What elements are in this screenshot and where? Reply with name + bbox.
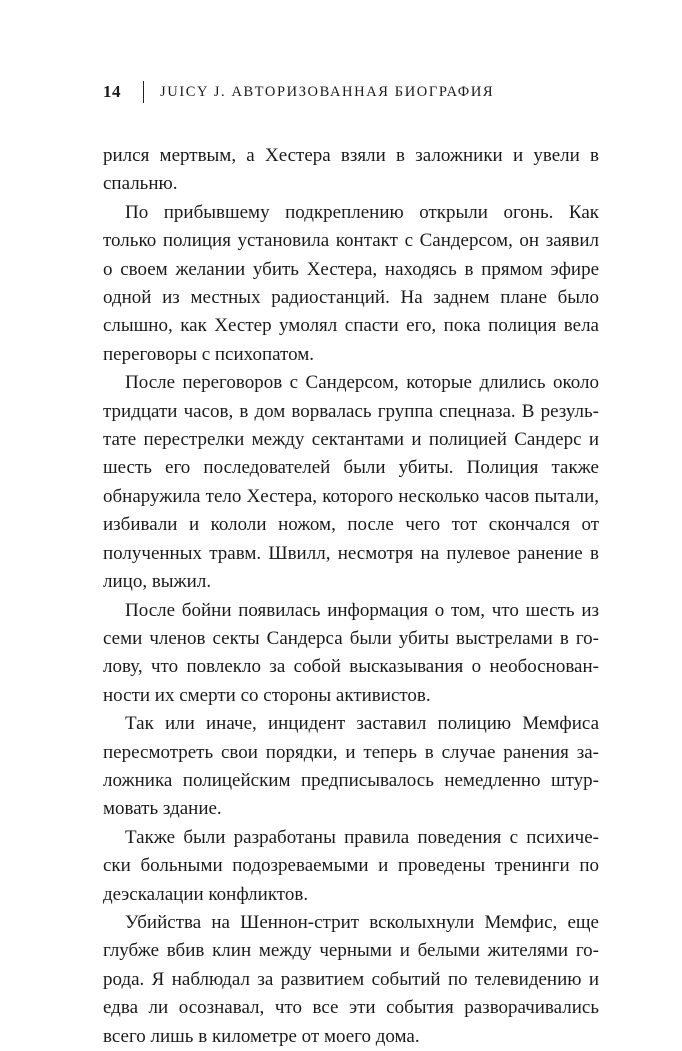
- paragraph-1: рился мертвым, а Хестера взяли в заложники и увели в спальню.: [103, 145, 599, 195]
- paragraph-2: По прибывшему подкреплению открыли огонь. Как только полиция установила контакт с Сандерсом, он заявил о своем желании убить Хестера, находясь в прямом эфире одной из местных радиостанций. На заднем плане было слышно, как Хестер умолял спасти его, пока полиция вела переговоры с психопатом.: [103, 201, 599, 365]
- header-divider: [143, 81, 144, 103]
- running-title: JUICY J. АВТОРИЗОВАННАЯ БИОГРАФИЯ: [160, 83, 495, 100]
- paragraph-6: Также были разработаны правила поведения с психически больными подозреваемыми и проведены тренинги по деэскалации конфликтов.: [103, 826, 599, 905]
- paragraph-3: После переговоров с Сандерсом, которые длились около тридцати часов, в дом ворвалась группа спецназа. В результате перестрелки между сектантами и полицией Сандерс и шесть его последователей были убиты. Полиция также обнаружила тело Хестера, которого несколько часов пытали, избивали и кололи ножом, после чего тот скончался от полученных травм. Швилл, несмотря на пулевое ранение в лицо, выжил.: [103, 372, 599, 593]
- page-number: 14: [103, 82, 121, 101]
- paragraph-4: После бойни появилась информация о том, что шесть из семи членов секты Сандерса были убиты выстрелами в голову, что повлекло за собой высказывания о необоснованности их смерти со стороны активистов.: [103, 599, 599, 706]
- running-header: [103, 78, 603, 106]
- body-text: [103, 142, 599, 1051]
- paragraph-7: Убийства на Шеннон-стрит всколыхнули Мемфис, еще глубже вбив клин между черными и белыми жителями города. Я наблюдал за развитием событий по телевидению и едва ли осознавал, что все эти события разворачивались всего лишь в километре от моего дома.: [103, 911, 599, 1047]
- paragraph-5: Так или иначе, инцидент заставил полицию Мемфиса пересмотреть свои порядки, и теперь в случае ранения заложника полицейским предписывалось немедленно штурмовать здание.: [103, 713, 599, 820]
